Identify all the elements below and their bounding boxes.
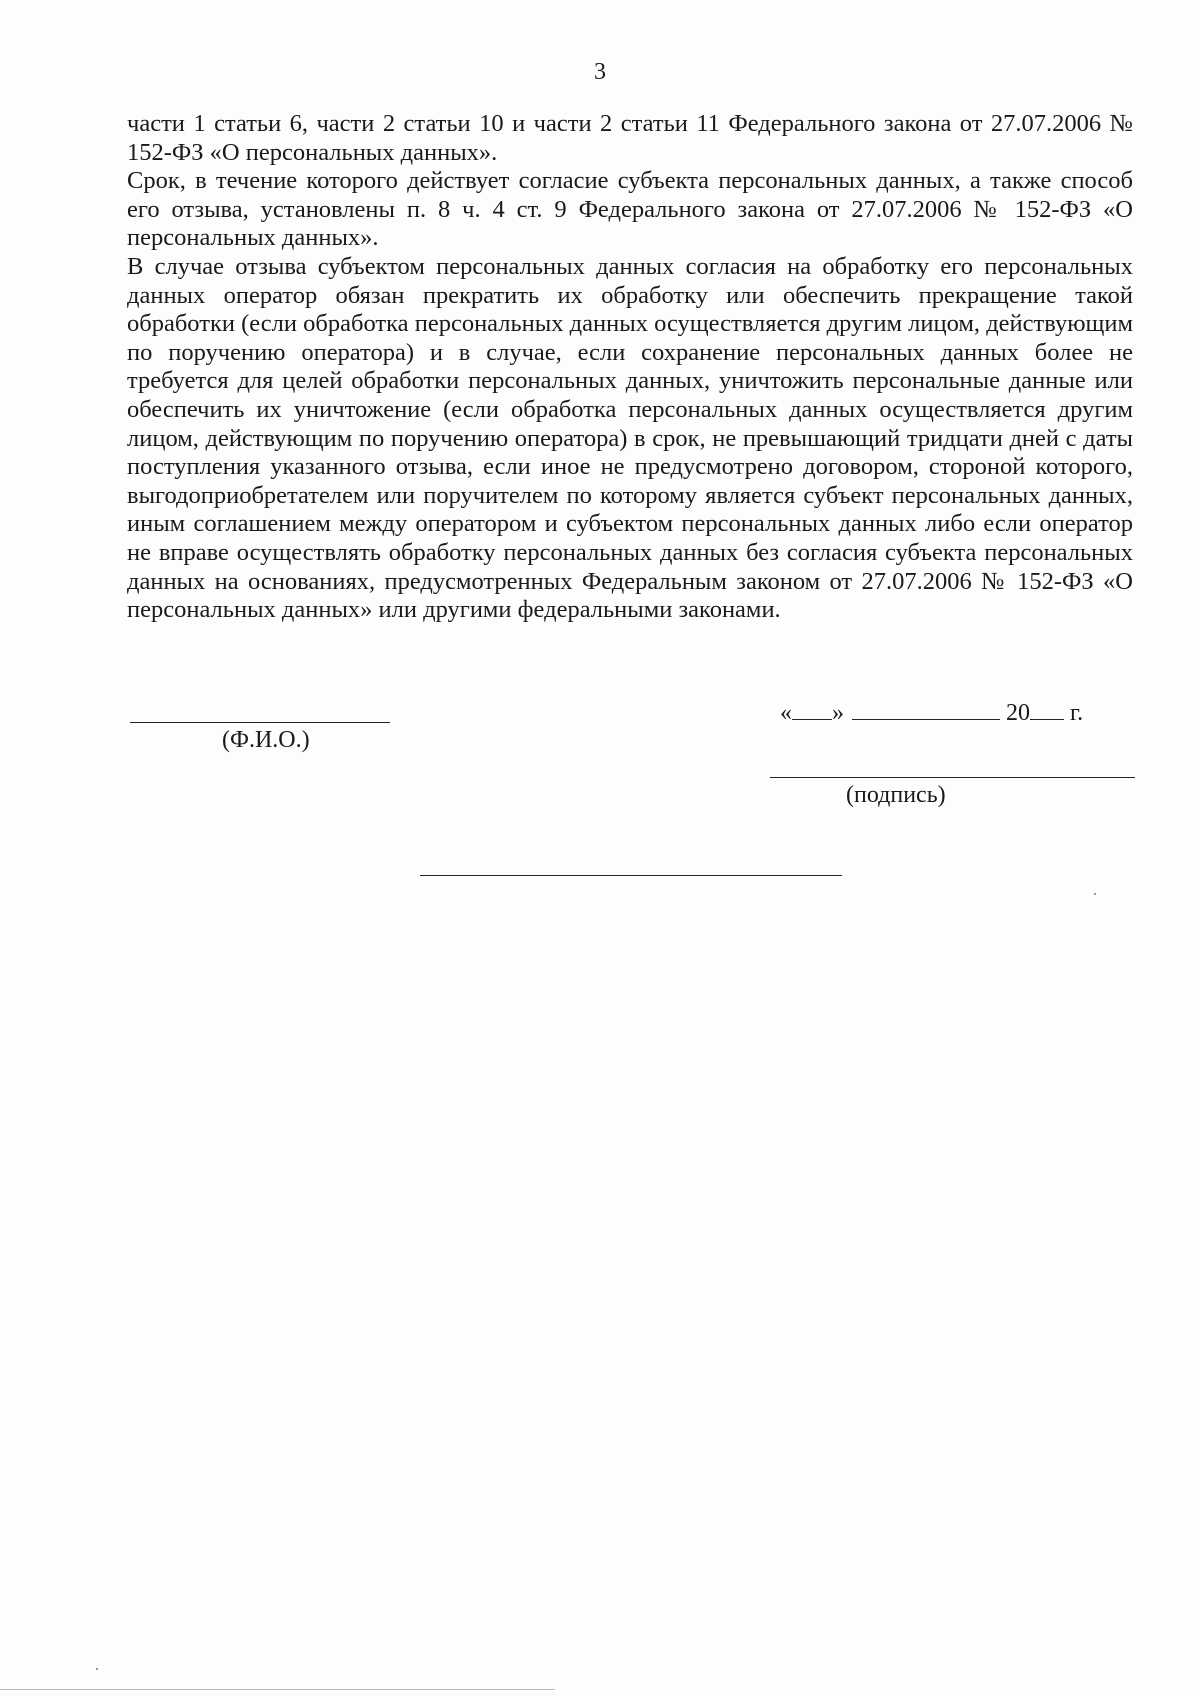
closing-divider-line (420, 875, 842, 876)
page-number: 3 (594, 59, 606, 85)
signature-caption: (подпись) (846, 782, 946, 808)
scan-edge-line (0, 1689, 555, 1690)
paragraph-consent-term: Срок, в течение которого действует согласие субъекта персональных данных, а также способ его отзыва, установлены п. 8 ч. 4 ст. 9 Федерального закона от 27.07.2006 № 152-ФЗ «О персональных данных». (127, 167, 1133, 252)
paragraph-continuation: части 1 статьи 6, части 2 статьи 10 и части 2 статьи 11 Федерального закона от 27.07.2006 № 152-ФЗ «О персональных данных». (127, 110, 1133, 166)
scan-speck (1094, 893, 1096, 895)
date-open-quote: « (780, 700, 792, 726)
date-close-quote: » (832, 700, 844, 726)
paragraph-consent-withdrawal: В случае отзыва субъектом персональных данных согласия на обработку его персональных данных оператор обязан прекратить их обработку или обеспечить прекращение такой обработки (если обработка персональных данных осуществляется другим лицом, действующим по поручению оператора) и в случае, если сохранение персональных данных более не требуется для целей обработки персональных данных, уничтожить персональные данные или обеспечить их уничтожение (если обработка персональных данных осуществляется другим лицом, действующим по поручению оператора) в срок, не превышающий тридцати дней с даты поступления указанного отзыва, если иное не предусмотрено договором, стороной которого, выгодоприобретателем или поручителем по которому является субъект персональных данных, иным соглашением между оператором и субъектом персональных данных либо если оператор не вправе осуществлять обработку персональных данных без согласия субъекта персональных данных на основаниях, предусмотренных Федеральным законом от 27.07.2006 № 152-ФЗ «О персональных данных» или другими федеральными законами. (127, 252, 1133, 624)
date-year-prefix: 20 (1006, 700, 1030, 726)
fio-caption: (Ф.И.О.) (222, 727, 310, 753)
document-body (127, 110, 1133, 625)
fio-signature-line (130, 722, 390, 723)
date-day-blank (792, 697, 832, 720)
scan-speck (96, 1668, 98, 1670)
date-field (780, 697, 1083, 727)
date-month-blank (852, 697, 1000, 720)
date-year-blank (1030, 697, 1064, 720)
date-year-suffix: г. (1070, 700, 1084, 726)
signature-line (770, 777, 1135, 778)
